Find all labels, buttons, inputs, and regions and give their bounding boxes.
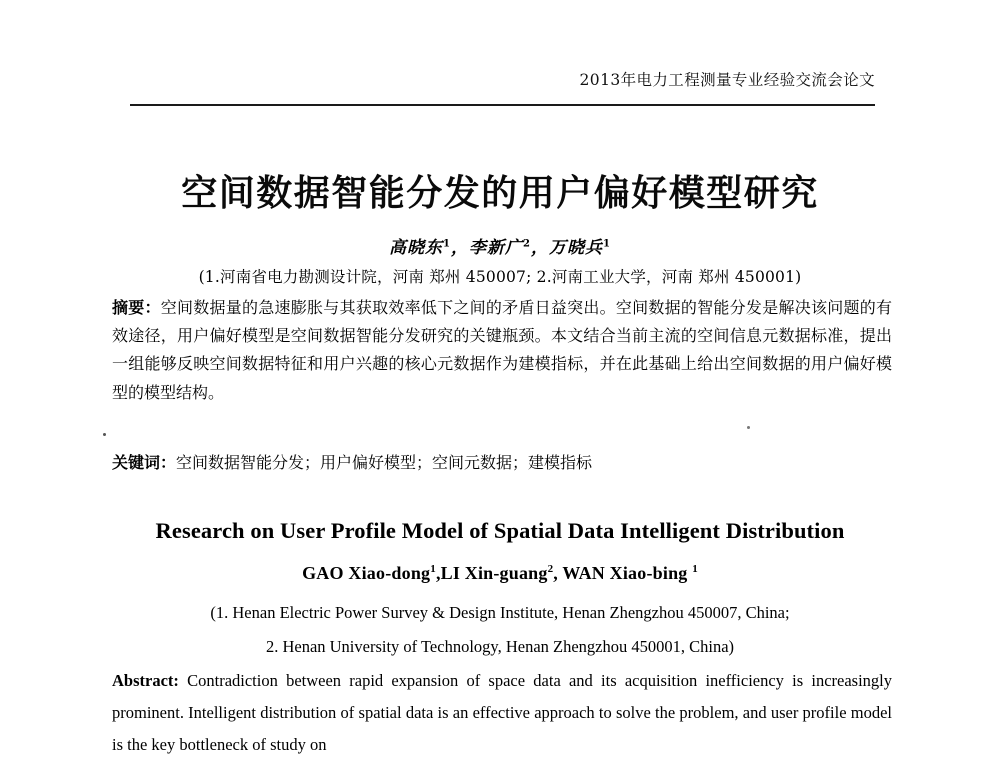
chinese-keywords	[112, 450, 892, 476]
english-author-2: LI Xin-guang	[440, 563, 548, 583]
chinese-keywords-label: 关键词：	[112, 453, 177, 472]
chinese-abstract-body: 空间数据量的急速膨胀与其获取效率低下之间的矛盾日益突出。空间数据的智能分发是解决该问题的有效途径，用户偏好模型是空间数据智能分发研究的关键瓶颈。本文结合当前主流的空间信息元数据标准，提出一组能够反映空间数据特征和用户兴趣的核心元数据作为建模指标，并在此基础上给出空间数据的用户偏好模型的模型结构。	[112, 298, 892, 402]
english-affiliation-line-2: 2. Henan University of Technology, Henan Zhengzhou 450001, China)	[265, 637, 735, 656]
english-author-3-affil-marker: 1	[692, 563, 698, 575]
english-affiliation-line-1: (1. Henan Electric Power Survey & Design Institute, Henan Zhengzhou 450007, China;	[210, 603, 790, 622]
chinese-author-3: 万晓兵	[548, 238, 603, 258]
running-header: 2013年电力工程测量专业经验交流会论文	[579, 71, 875, 89]
chinese-keywords-body: 空间数据智能分发；用户偏好模型；空间元数据；建模指标	[176, 453, 593, 472]
chinese-abstract-label: 摘要：	[112, 298, 161, 317]
scan-artifact-dot-left	[103, 433, 106, 436]
chinese-author-1-affil-marker: 1	[443, 238, 452, 250]
chinese-author-separator-1: ，	[451, 238, 470, 258]
chinese-author-2-affil-marker: 2	[523, 238, 531, 250]
scan-artifact-dot-right	[747, 426, 750, 429]
chinese-abstract	[112, 294, 892, 407]
chinese-author-2: 李新广	[469, 238, 524, 258]
english-author-list	[0, 563, 1000, 584]
chinese-author-separator-2: ，	[530, 238, 549, 258]
english-author-3: WAN Xiao-bing	[562, 563, 693, 583]
chinese-title: 空间数据智能分发的用户偏好模型研究	[181, 173, 819, 214]
english-abstract-body: Contradiction between rapid expansion of space data and its acquisition inefficiency is increasingly prominent. Intelligent distribution of spatial data is an effective approach to solve the problem, and user profile model is the key bottleneck of study on	[112, 671, 892, 754]
chinese-author-1: 高晓东	[389, 238, 444, 258]
header-rule	[130, 104, 875, 106]
english-author-separator-2: ,	[553, 563, 563, 583]
english-abstract-label: Abstract:	[112, 671, 179, 690]
english-author-2-affil-marker: 2	[547, 563, 554, 575]
english-author-1-affil-marker: 1	[430, 563, 436, 575]
english-author-1: GAO Xiao-dong	[302, 563, 431, 583]
chinese-affiliation: (1.河南省电力勘测设计院，河南 郑州 450007; 2.河南工业大学，河南 郑州 450001)	[198, 268, 802, 286]
chinese-author-3-affil-marker: 1	[602, 238, 611, 250]
chinese-author-list	[0, 233, 1000, 258]
english-abstract	[112, 665, 892, 761]
english-title: Research on User Profile Model of Spatial Data Intelligent Distribution	[155, 518, 845, 543]
english-author-separator-1: ,	[435, 563, 441, 583]
